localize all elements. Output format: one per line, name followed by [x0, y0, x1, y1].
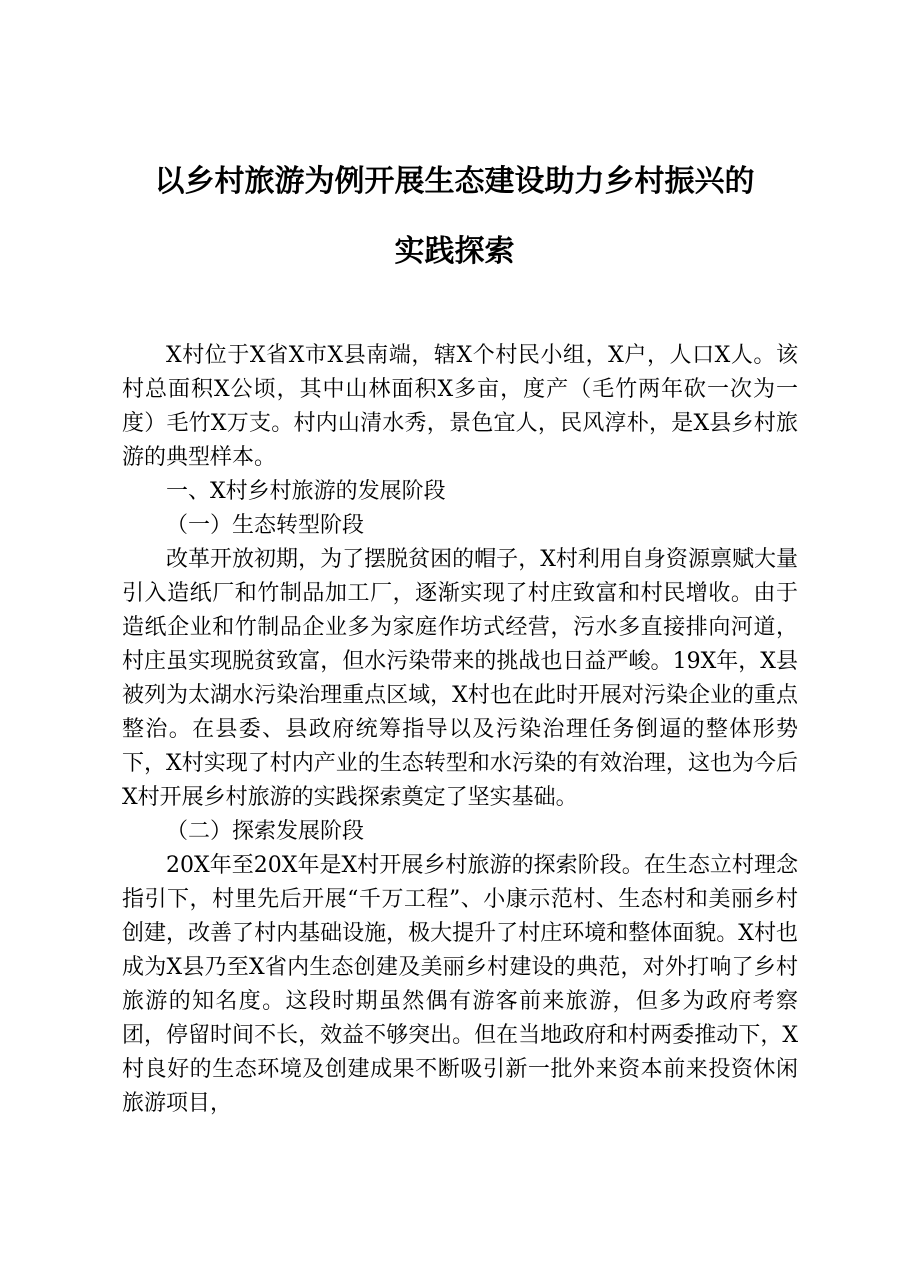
document-title-line-1: 以乡村旅游为例开展生态建设助力乡村振兴的: [154, 164, 755, 199]
subsection-heading-1: （一）生态转型阶段: [166, 513, 365, 538]
section-heading-1: 一、X村乡村旅游的发展阶段: [166, 479, 446, 504]
document-title-line-2: 实践探索: [394, 234, 515, 269]
paragraph-intro: X村位于X省X市X县南端，辖X个村民小组，X户，人口X人。该村总面积X公顷，其中山林面积X多亩，度产（毛竹两年砍一次为一度）毛竹X万支。村内山清水秀，景色宜人，民风淳朴，是X县乡村旅游的典型样本。: [122, 343, 798, 470]
subsection-heading-2: （二）探索发展阶段: [166, 819, 365, 844]
document-body: [122, 339, 798, 1121]
paragraph-eco-transformation: 改革开放初期，为了摆脱贫困的帽子，X村利用自身资源禀赋大量引入造纸厂和竹制品加工厂，逐渐实现了村庄致富和村民增收。由于造纸企业和竹制品企业多为家庭作坊式经营，污水多直接排向河道，村庄虽实现脱贫致富，但水污染带来的挑战也日益严峻。19X年，X县被列为太湖水污染治理重点区域，X村也在此时开展对污染企业的重点整治。在县委、县政府统筹指导以及污染治理任务倒逼的整体形势下，X村实现了村内产业的生态转型和水污染的有效治理，这也为今后X村开展乡村旅游的实践探索奠定了坚实基础。: [122, 547, 798, 810]
paragraph-exploration: 20X年至20X年是X村开展乡村旅游的探索阶段。在生态立村理念指引下，村里先后开展“千万工程”、小康示范村、生态村和美丽乡村创建，改善了村内基础设施，极大提升了村庄环境和整体面貌。X村也成为X县乃至X省内生态创建及美丽乡村建设的典范，对外打响了乡村旅游的知名度。这段时期虽然偶有游客前来旅游，但多为政府考察团，停留时间不长，效益不够突出。但在当地政府和村两委推动下，X村良好的生态环境及创建成果不断吸引新一批外来资本前来投资休闲旅游项目，: [122, 853, 798, 1116]
